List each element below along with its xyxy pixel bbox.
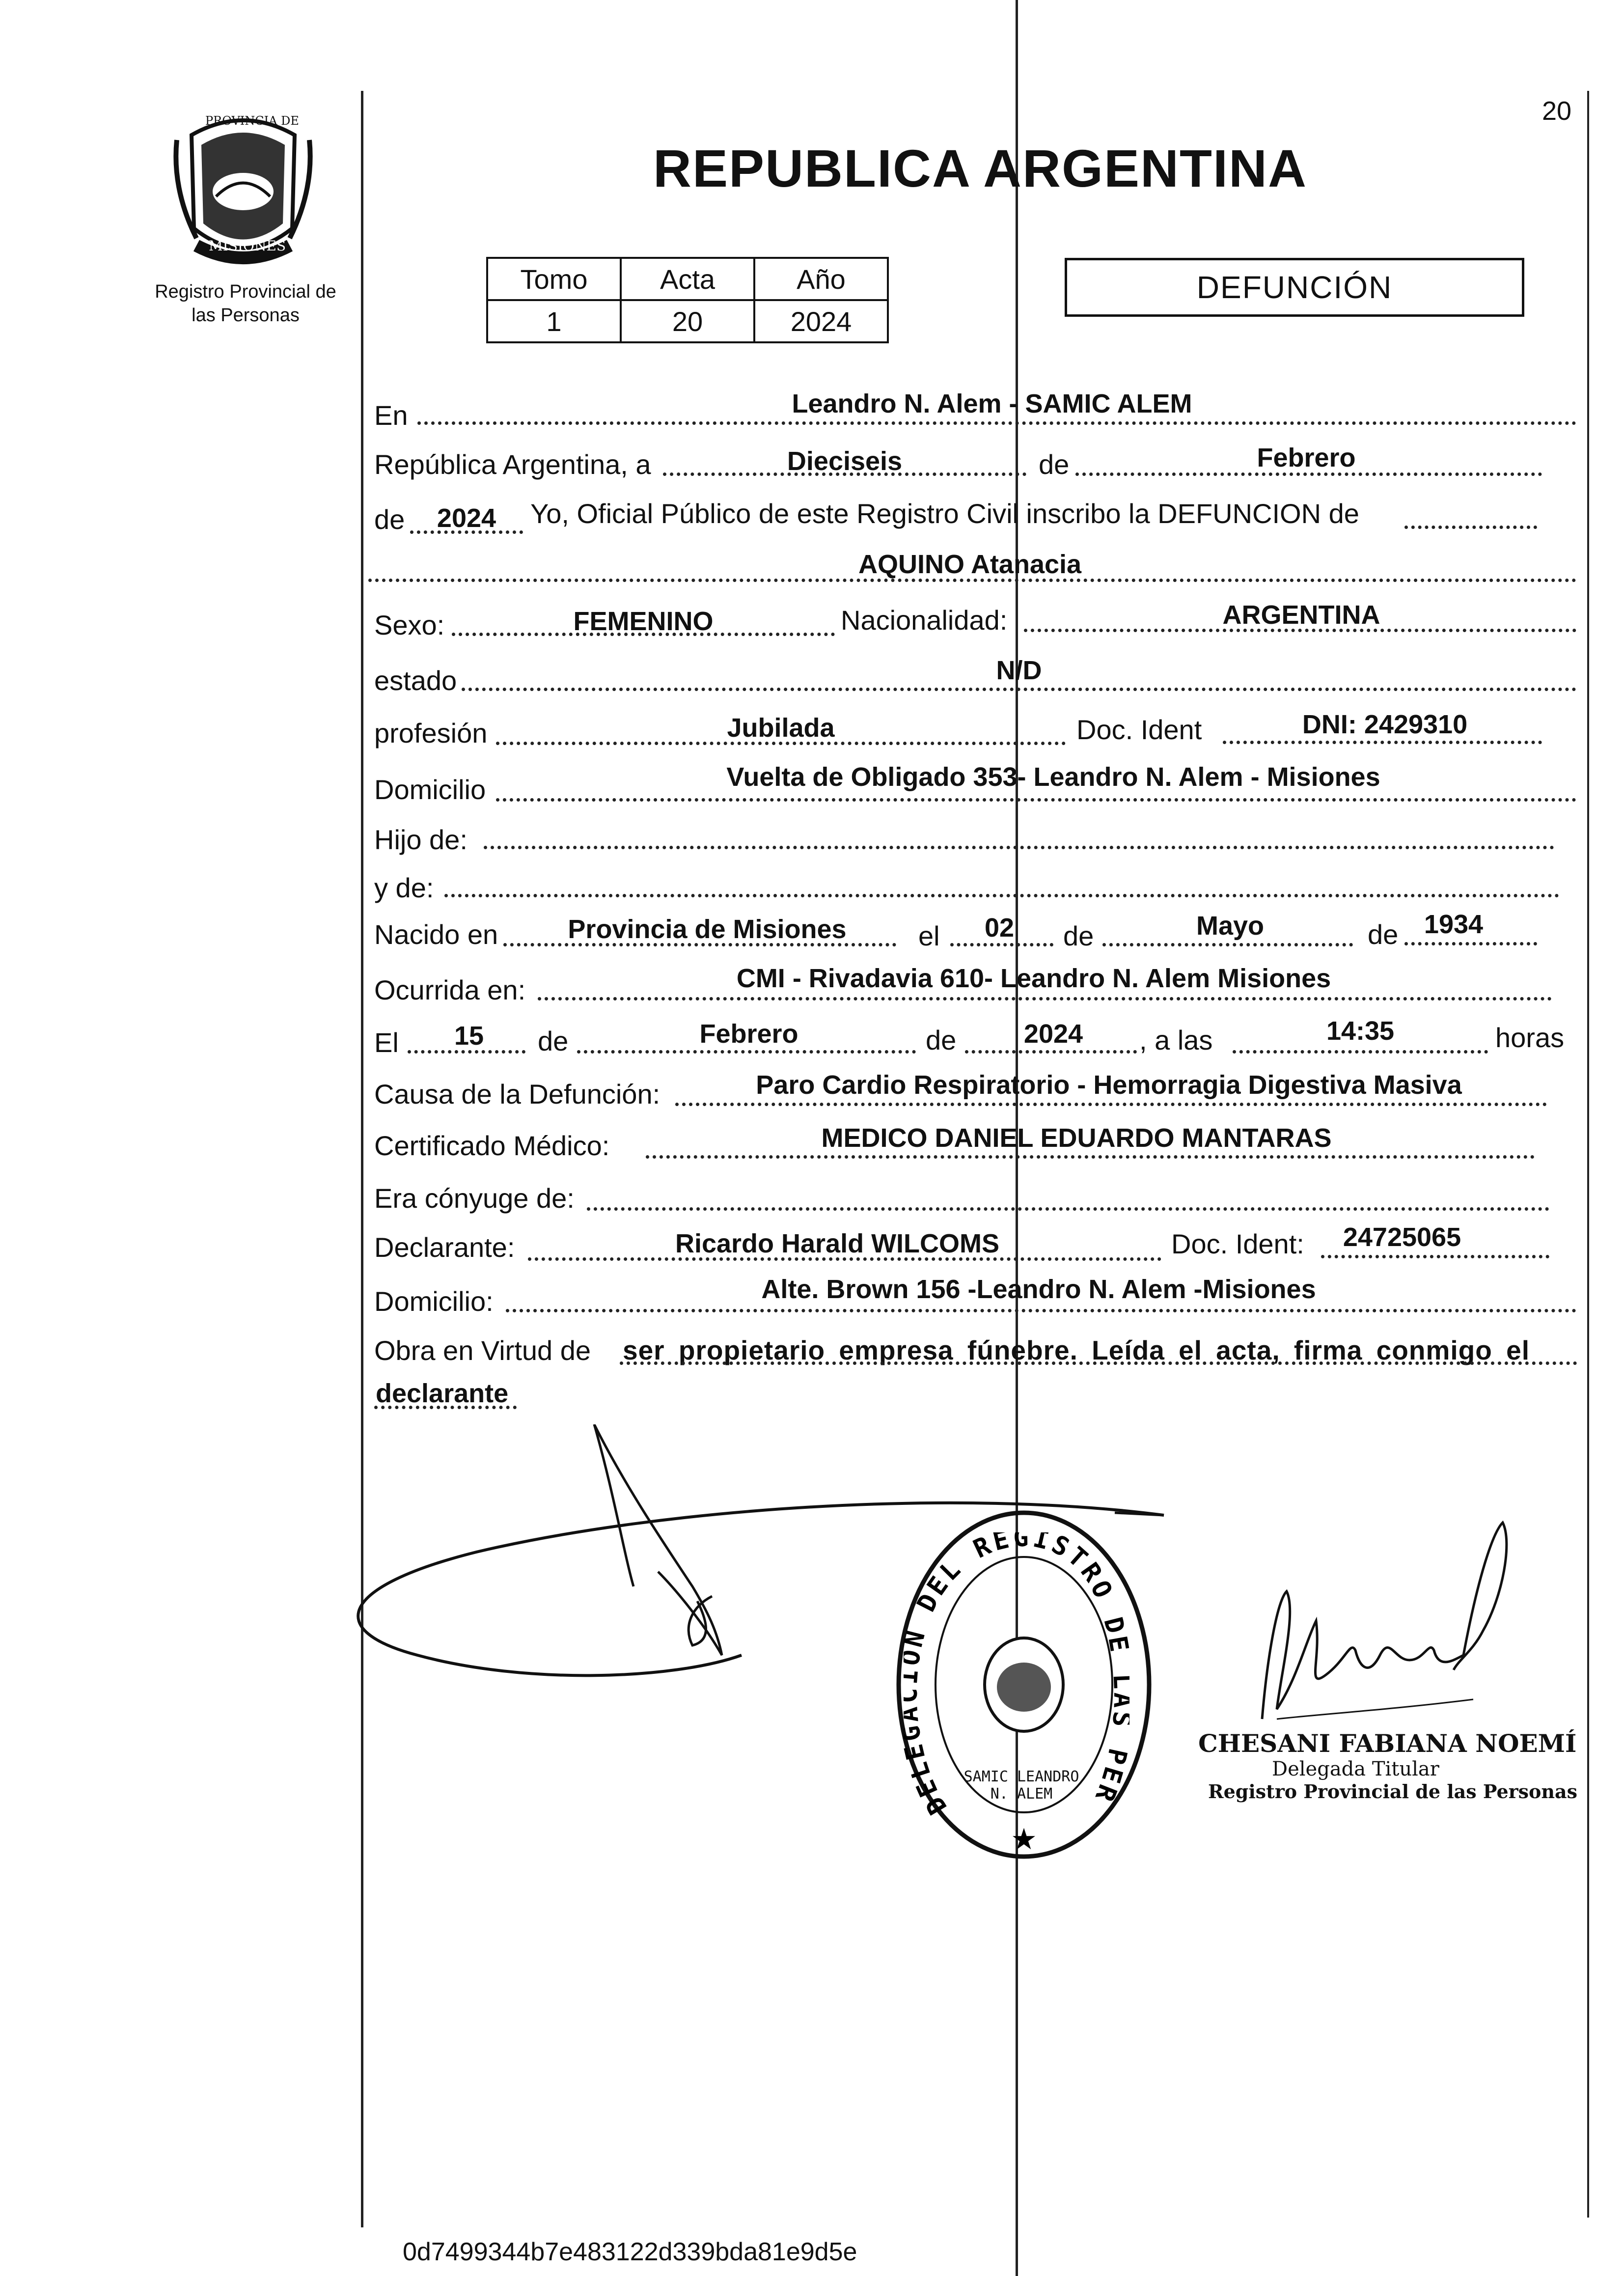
mes-line [1075, 472, 1542, 476]
domicilio2-line [506, 1309, 1576, 1312]
domicilio-value: Vuelta de Obligado 353- Leandro N. Alem - Misiones [726, 762, 1380, 792]
nac-anio-value: 1934 [1424, 910, 1484, 939]
el-label: el [918, 920, 940, 951]
de-label-1: de [1039, 449, 1070, 480]
doc-label: Doc. Ident [1076, 714, 1202, 745]
doc2-label: Doc. Ident: [1171, 1228, 1304, 1259]
hijo-label: Hijo de: [374, 824, 468, 855]
registrar-role: Delegada Titular [1272, 1758, 1439, 1780]
emblem-text-top: PROVINCIA DE [205, 114, 299, 128]
registry-label: Registro Provincial de las Personas [155, 281, 336, 326]
en-label: En [374, 400, 408, 431]
conyuge-line [587, 1207, 1549, 1211]
causa-line [675, 1103, 1547, 1106]
nacido-value: Provincia de Misiones [568, 915, 847, 944]
seal-inner-text: SAMIC LEANDRO N. ALEM [963, 1768, 1079, 1803]
right-border-line [1587, 91, 1589, 2218]
left-border-line [361, 91, 363, 2227]
de-label-2: de [374, 504, 405, 535]
domicilio2-label: Domicilio: [374, 1286, 494, 1317]
estado-label: estado [374, 665, 457, 696]
obra-label: Obra en Virtud de [374, 1335, 591, 1366]
hijo-line [484, 846, 1554, 849]
causa-label: Causa de la Defunción: [374, 1079, 661, 1110]
ocurrida-line [538, 997, 1552, 1000]
def-dia-value: 15 [454, 1021, 484, 1051]
de-label-3: de [1063, 920, 1094, 951]
domicilio-line [496, 798, 1576, 802]
nacido-label: Nacido en [374, 919, 498, 950]
certificado-label: Certificado Médico: [374, 1130, 610, 1161]
def-mes-line [577, 1050, 916, 1054]
el2-label: El [374, 1027, 399, 1058]
nac-dia-value: 02 [984, 913, 1015, 943]
nac-anio-line [1404, 942, 1537, 945]
doc2-value: 24725065 [1343, 1222, 1461, 1252]
sexo-label: Sexo: [374, 610, 445, 640]
page-number: 20 [1542, 96, 1572, 126]
document-hash: 0d7499344b7e483122d339bda81e9d5e [403, 2238, 857, 2266]
nacionalidad-label: Nacionalidad: [841, 605, 1008, 636]
record-table [486, 257, 889, 343]
registrar-block [1198, 1729, 1578, 1803]
de-label-5: de [538, 1026, 569, 1056]
def-anio-line [965, 1050, 1137, 1054]
record-type-box: DEFUNCIÓN [1065, 258, 1524, 317]
nac-dia-line [950, 943, 1053, 946]
causa-value: Paro Cardio Respiratorio - Hemorragia Digestiva Masiva [756, 1070, 1462, 1100]
obra-line-2 [374, 1406, 517, 1409]
hora-value: 14:35 [1326, 1016, 1395, 1046]
republica-label: República Argentina, a [374, 449, 651, 480]
nombre-line [368, 579, 1576, 582]
def-anio-value: 2024 [1023, 1019, 1083, 1049]
nac-mes-line [1102, 943, 1353, 946]
registrar-name: CHESANI FABIANA NOEMÍ [1198, 1729, 1577, 1758]
registrar-signature [1247, 1513, 1522, 1739]
hora-line [1233, 1050, 1488, 1054]
doc2-line [1321, 1255, 1549, 1258]
de-label-6: de [926, 1025, 957, 1055]
ocurrida-label: Ocurrida en: [374, 974, 526, 1005]
conyuge-label: Era cónyuge de: [374, 1183, 575, 1214]
svg-text:★: ★ [1011, 1822, 1037, 1857]
record-header-acta: Acta [621, 258, 754, 300]
record-value-anio: 2024 [754, 300, 888, 342]
record-header-anio: Año [754, 258, 888, 300]
y-de-label: y de: [374, 872, 434, 903]
emblem-text-bottom: MISIONES [209, 238, 286, 254]
sexo-value: FEMENINO [573, 607, 714, 636]
domicilio-label: Domicilio [374, 774, 486, 805]
def-dia-line [408, 1050, 525, 1054]
anio-value: 2024 [437, 503, 496, 533]
record-value-tomo: 1 [487, 300, 621, 342]
certificado-value: MEDICO DANIEL EDUARDO MANTARAS [821, 1123, 1332, 1153]
alas-label: , a las [1139, 1025, 1213, 1055]
mes-value: Febrero [1257, 443, 1356, 472]
de-label-4: de [1368, 919, 1399, 950]
nac-mes-value: Mayo [1196, 911, 1265, 941]
obra-line [620, 1361, 1577, 1365]
horas-label: horas [1495, 1022, 1565, 1053]
en-line [417, 421, 1576, 425]
def-mes-value: Febrero [699, 1019, 798, 1049]
declarante-value: Ricardo Harald WILCOMS [675, 1229, 1000, 1258]
registrar-office: Registro Provincial de las Personas [1208, 1780, 1578, 1803]
seal-outer-textpath: DEL DEL REGISTRO D PER [904, 1532, 1129, 1820]
record-value-acta: 20 [621, 300, 754, 342]
domicilio2-value: Alte. Brown 156 -Leandro N. Alem -Misiones [761, 1275, 1316, 1304]
certificado-line [646, 1155, 1535, 1159]
en-value: Leandro N. Alem - SAMIC ALEM [792, 389, 1192, 418]
page-title: REPUBLICA ARGENTINA [653, 139, 1307, 198]
y-de-line [444, 894, 1559, 897]
yo-trailing-line [1404, 526, 1537, 529]
profesion-label: profesión [374, 718, 488, 749]
estado-line [462, 688, 1576, 691]
nombre-value: AQUINO Atanacia [858, 550, 1082, 579]
obra-value-2: declarante [376, 1379, 509, 1408]
nacionalidad-value: ARGENTINA [1222, 600, 1380, 630]
estado-value: N/D [996, 656, 1042, 685]
record-header-tomo: Tomo [487, 258, 621, 300]
doc-value: DNI: 2429310 [1302, 710, 1468, 739]
yo-text: Yo, Oficial Público de este Registro Civil inscribo la DEFUNCION de [530, 498, 1359, 529]
declarante-label: Declarante: [374, 1232, 515, 1263]
dia-value: Dieciseis [787, 446, 903, 476]
obra-value: ser propietario empresa fúnebre. Leída el acta, firma conmigo el [623, 1335, 1530, 1365]
doc-line [1223, 741, 1542, 744]
ocurrida-value: CMI - Rivadavia 610- Leandro N. Alem Misiones [736, 964, 1331, 993]
profesion-value: Jubilada [727, 713, 835, 743]
